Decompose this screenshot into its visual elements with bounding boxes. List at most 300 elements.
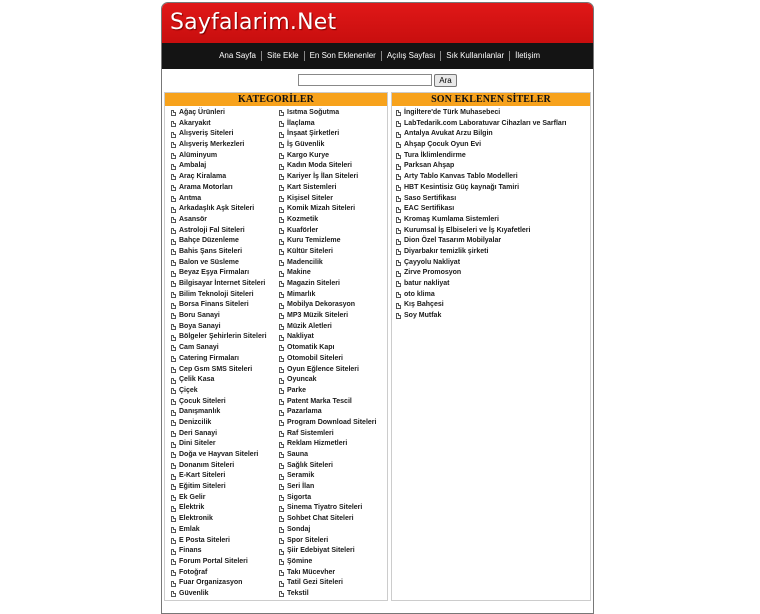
nav-link[interactable]: Ana Sayfa <box>219 51 256 60</box>
page-icon <box>171 527 176 533</box>
category-link-label[interactable]: Astroloji Fal Siteleri <box>179 226 245 234</box>
category-link[interactable] <box>171 429 279 440</box>
nav-link[interactable]: En Son Eklenenler <box>304 51 381 61</box>
category-link[interactable] <box>171 108 279 119</box>
recent-site-link-label[interactable]: Parksan Ahşap <box>404 162 455 170</box>
nav-link[interactable]: Açılış Sayfası <box>381 51 440 61</box>
page-icon <box>396 110 401 116</box>
category-link[interactable] <box>171 172 279 183</box>
category-link[interactable] <box>279 503 387 514</box>
category-link[interactable] <box>279 375 387 386</box>
category-link-label[interactable]: Raf Sistemleri <box>287 429 334 437</box>
recent-site-link[interactable] <box>396 140 590 151</box>
category-link[interactable] <box>171 471 279 482</box>
category-link-label[interactable]: Makine <box>287 269 311 277</box>
category-link-label[interactable]: Reklam Hizmetleri <box>287 440 348 448</box>
category-link-label[interactable]: Donanım Siteleri <box>179 461 235 469</box>
page-icon <box>396 121 401 127</box>
category-link-label[interactable]: Arıtma <box>179 194 202 202</box>
category-link-label[interactable]: Seri İlan <box>287 483 315 491</box>
page-icon <box>171 260 176 266</box>
category-link[interactable] <box>171 386 279 397</box>
category-link-label[interactable]: Beyaz Eşya Firmaları <box>179 269 250 277</box>
category-link-label[interactable]: Deri Sanayi <box>179 429 218 437</box>
category-link-label[interactable]: İş Güvenlik <box>287 141 325 149</box>
page-icon <box>396 132 401 138</box>
category-link[interactable] <box>279 226 387 237</box>
category-link-label[interactable]: Fotoğraf <box>179 568 208 576</box>
category-link-label[interactable]: Kuaförler <box>287 226 319 234</box>
category-link[interactable] <box>279 386 387 397</box>
page-icon <box>171 591 176 597</box>
page-icon <box>279 388 284 394</box>
category-link-label[interactable]: Magazin Siteleri <box>287 280 340 287</box>
category-link-label[interactable]: Sağlık Siteleri <box>287 461 333 469</box>
page-icon <box>279 591 284 597</box>
category-link[interactable] <box>279 183 387 194</box>
category-link[interactable] <box>279 140 387 151</box>
category-link[interactable] <box>171 365 279 376</box>
recent-site-link-label[interactable]: Diyarbakır temizlik şirketi <box>404 247 489 255</box>
page-icon <box>279 345 284 351</box>
category-link[interactable] <box>171 279 279 290</box>
category-link-label[interactable]: Mimarlık <box>287 290 316 298</box>
recent-site-link-label[interactable]: Soy Mutfak <box>404 312 442 320</box>
category-link[interactable] <box>171 140 279 151</box>
page-icon <box>279 367 284 373</box>
category-link[interactable] <box>171 322 279 333</box>
category-link-label[interactable]: Oyuncak <box>287 376 317 384</box>
category-link[interactable] <box>171 557 279 568</box>
recent-site-link-label[interactable]: batur nakliyat <box>404 280 450 287</box>
recent-site-link-label[interactable]: Dion Özel Tasarım Mobilyalar <box>404 237 502 245</box>
recent-site-link-label[interactable]: Çayyolu Nakliyat <box>404 258 461 266</box>
recent-site-link-label[interactable]: İngiltere'de Türk Muhasebeci <box>404 109 501 116</box>
category-link-label[interactable]: Dini Siteler <box>179 440 216 448</box>
category-link[interactable] <box>171 151 279 162</box>
category-link[interactable] <box>279 119 387 130</box>
category-link-label[interactable]: E Posta Siteleri <box>179 536 230 544</box>
category-link-label[interactable]: Patent Marka Tescil <box>287 397 352 405</box>
category-link[interactable] <box>279 525 387 536</box>
category-link-label[interactable]: Müzik Aletleri <box>287 322 332 330</box>
category-link-label[interactable]: Sohbet Chat Siteleri <box>287 515 354 523</box>
category-link[interactable] <box>171 482 279 493</box>
page-icon <box>171 281 176 287</box>
category-link[interactable] <box>279 151 387 162</box>
category-link-label[interactable]: Akaryakıt <box>179 119 211 127</box>
category-link-label[interactable]: Tatil Gezi Siteleri <box>287 579 343 587</box>
recent-site-link-label[interactable]: Antalya Avukat Arzu Bilgin <box>404 130 493 138</box>
page-icon <box>171 217 176 223</box>
category-link[interactable] <box>171 311 279 322</box>
page-icon <box>279 174 284 180</box>
recent-site-link[interactable] <box>396 258 590 269</box>
category-link[interactable] <box>171 407 279 418</box>
recent-site-link[interactable] <box>396 172 590 183</box>
category-link[interactable] <box>171 215 279 226</box>
category-link[interactable] <box>279 215 387 226</box>
category-link[interactable] <box>171 129 279 140</box>
page-icon <box>171 516 176 522</box>
category-link-label[interactable]: Tekstil <box>287 589 309 597</box>
page-icon <box>279 196 284 202</box>
page-icon <box>279 153 284 159</box>
recent-site-link[interactable] <box>396 247 590 258</box>
category-link-label[interactable]: Denizcilik <box>179 418 212 426</box>
category-link-label[interactable]: Kariyer İş İlan Siteleri <box>287 173 359 181</box>
page-icon <box>396 196 401 202</box>
category-link[interactable] <box>279 461 387 472</box>
category-link-label[interactable]: Balon ve Süsleme <box>179 258 239 266</box>
category-link[interactable] <box>171 578 279 589</box>
category-link[interactable] <box>171 493 279 504</box>
category-link[interactable] <box>279 172 387 183</box>
page-icon <box>279 495 284 501</box>
category-link[interactable] <box>279 397 387 408</box>
page-icon <box>279 516 284 522</box>
category-link[interactable] <box>171 161 279 172</box>
category-link-label[interactable]: Sinema Tiyatro Siteleri <box>287 504 363 512</box>
page-icon <box>171 228 176 234</box>
category-link[interactable] <box>279 418 387 429</box>
category-link-label[interactable]: Takı Mücevher <box>287 568 336 576</box>
search-button[interactable]: Ara <box>434 74 456 87</box>
category-link[interactable] <box>171 503 279 514</box>
category-link[interactable] <box>279 429 387 440</box>
recent-site-link[interactable] <box>396 311 590 322</box>
page-icon <box>171 463 176 469</box>
category-link[interactable] <box>279 589 387 600</box>
category-link[interactable] <box>171 589 279 600</box>
category-link[interactable] <box>279 354 387 365</box>
category-link-label[interactable]: Cam Sanayi <box>179 344 219 352</box>
category-link-label[interactable]: Kozmetik <box>287 215 319 223</box>
recent-site-link-label[interactable]: Kış Bahçesi <box>404 301 444 309</box>
category-link[interactable] <box>171 354 279 365</box>
recent-site-link-label[interactable]: EAC Sertifikası <box>404 205 455 213</box>
category-link-label[interactable]: Komik Mizah Siteleri <box>287 205 356 213</box>
category-link-label[interactable]: Nakliyat <box>287 333 314 341</box>
category-link-label[interactable]: Alışveriş Merkezleri <box>179 141 245 149</box>
category-link[interactable] <box>279 482 387 493</box>
recent-site-link[interactable] <box>396 290 590 301</box>
category-link-label[interactable]: MP3 Müzik Siteleri <box>287 312 349 320</box>
page-icon <box>171 452 176 458</box>
category-link-label[interactable]: Sauna <box>287 451 309 458</box>
category-link[interactable] <box>279 343 387 354</box>
category-link-label[interactable]: Çelik Kasa <box>179 376 215 384</box>
page-icon <box>171 538 176 544</box>
category-link[interactable] <box>171 450 279 461</box>
category-link-label[interactable]: Kişisel Siteler <box>287 194 333 202</box>
recent-site-link-label[interactable]: LabTedarik.com Laboratuvar Cihazları ve Sarfları <box>404 119 567 127</box>
recent-site-link[interactable] <box>396 236 590 247</box>
page-icon <box>279 378 284 384</box>
category-link-label[interactable]: Ağaç Ürünleri <box>179 109 225 116</box>
page-icon <box>171 581 176 587</box>
recent-site-link-label[interactable]: Saso Sertifikası <box>404 194 457 202</box>
main-nav <box>162 43 593 69</box>
category-link-label[interactable]: Otomatik Kapı <box>287 344 335 352</box>
category-link[interactable] <box>279 514 387 525</box>
category-link[interactable] <box>171 332 279 343</box>
category-link-label[interactable]: Isıtma Soğutma <box>287 109 340 116</box>
category-link-label[interactable]: Sondaj <box>287 525 311 533</box>
category-link[interactable] <box>171 397 279 408</box>
page-icon <box>171 506 176 512</box>
page-icon <box>171 324 176 330</box>
recent-site-link[interactable] <box>396 119 590 130</box>
page-icon <box>279 132 284 138</box>
nav-link[interactable]: Sık Kullanılanlar <box>440 51 509 61</box>
category-link-label[interactable]: Borsa Finans Siteleri <box>179 301 249 309</box>
category-link[interactable] <box>171 525 279 536</box>
category-link[interactable] <box>171 418 279 429</box>
category-link-label[interactable]: Madencilik <box>287 258 323 266</box>
page-icon <box>171 110 176 116</box>
category-link[interactable] <box>171 461 279 472</box>
category-link-label[interactable]: Cep Gsm SMS Siteleri <box>179 365 253 373</box>
recent-site-link-label[interactable]: oto klima <box>404 290 435 298</box>
category-link[interactable] <box>171 226 279 237</box>
category-link-label[interactable]: Program Download Siteleri <box>287 418 377 426</box>
category-link-label[interactable]: Kuru Temizleme <box>287 237 341 245</box>
category-link[interactable] <box>279 332 387 343</box>
category-link[interactable] <box>171 268 279 279</box>
page-icon <box>171 484 176 490</box>
category-link[interactable] <box>279 129 387 140</box>
recent-site-link[interactable] <box>396 194 590 205</box>
page-icon <box>171 388 176 394</box>
category-link[interactable] <box>171 536 279 547</box>
recent-sites-list <box>392 106 590 322</box>
category-link-label[interactable]: Sigorta <box>287 493 312 501</box>
page-icon <box>279 281 284 287</box>
category-link-label[interactable]: Kargo Kurye <box>287 151 330 159</box>
category-link-label[interactable]: Şiir Edebiyat Siteleri <box>287 547 355 555</box>
category-link[interactable] <box>279 407 387 418</box>
category-link-label[interactable]: Emlak <box>179 525 200 533</box>
category-link-label[interactable]: Kültür Siteleri <box>287 247 333 255</box>
category-link-label[interactable]: Kadın Moda Siteleri <box>287 162 352 170</box>
category-link[interactable] <box>171 375 279 386</box>
category-link-label[interactable]: Pazarlama <box>287 408 322 416</box>
recent-site-link-label[interactable]: Arty Tablo Kanvas Tablo Modelleri <box>404 173 518 181</box>
category-link-label[interactable]: Şömine <box>287 557 313 565</box>
category-link[interactable] <box>171 300 279 311</box>
category-link[interactable] <box>171 343 279 354</box>
category-link-label[interactable]: Oyun Eğlence Siteleri <box>287 365 359 373</box>
category-link[interactable] <box>171 119 279 130</box>
site-logo[interactable]: Sayfalarim.Net <box>170 10 337 35</box>
recent-site-link[interactable] <box>396 204 590 215</box>
page-icon <box>396 153 401 159</box>
category-link[interactable] <box>279 471 387 482</box>
category-link-label[interactable]: Bilgisayar İnternet Siteleri <box>179 280 266 287</box>
nav-link[interactable]: İletişim <box>509 51 545 61</box>
page-icon <box>279 228 284 234</box>
recent-site-link[interactable] <box>396 129 590 140</box>
page-icon <box>279 121 284 127</box>
category-link[interactable] <box>279 557 387 568</box>
category-link[interactable] <box>171 568 279 579</box>
category-link-label[interactable]: Bahçe Düzenleme <box>179 237 239 245</box>
category-link-label[interactable]: Alışveriş Siteleri <box>179 130 234 138</box>
category-link-label[interactable]: İlaçlama <box>287 119 315 127</box>
category-link[interactable] <box>279 568 387 579</box>
recent-site-link[interactable] <box>396 300 590 311</box>
category-link-label[interactable]: Boru Sanayi <box>179 312 220 320</box>
category-link[interactable] <box>279 546 387 557</box>
category-link[interactable] <box>171 194 279 205</box>
page-icon <box>171 292 176 298</box>
category-link[interactable] <box>279 268 387 279</box>
category-link-label[interactable]: Otomobil Siteleri <box>287 354 344 362</box>
category-link-label[interactable]: Bilim Teknoloji Siteleri <box>179 290 254 298</box>
page-icon <box>279 442 284 448</box>
category-link[interactable] <box>171 236 279 247</box>
category-link[interactable] <box>171 290 279 301</box>
category-link[interactable] <box>279 258 387 269</box>
category-link[interactable] <box>171 439 279 450</box>
page-icon <box>171 153 176 159</box>
category-link[interactable] <box>279 161 387 172</box>
category-link[interactable] <box>279 300 387 311</box>
category-link-label[interactable]: Alüminyum <box>179 151 218 159</box>
category-link-label[interactable]: İnşaat Şirketleri <box>287 130 340 138</box>
category-link-label[interactable]: Bölgeler Şehirlerin Siteleri <box>179 333 267 341</box>
category-link-label[interactable]: Boya Sanayi <box>179 322 221 330</box>
recent-site-link[interactable] <box>396 268 590 279</box>
category-link[interactable] <box>279 108 387 119</box>
category-link[interactable] <box>171 258 279 269</box>
page-icon <box>171 185 176 191</box>
category-link-label[interactable]: Parke <box>287 386 307 394</box>
category-link[interactable] <box>279 247 387 258</box>
category-link-label[interactable]: Güvenlik <box>179 589 209 597</box>
category-link-label[interactable]: Catering Firmaları <box>179 354 239 362</box>
page-icon <box>171 335 176 341</box>
category-link-label[interactable]: Asansör <box>179 215 208 223</box>
category-link-label[interactable]: Araç Kiralama <box>179 173 227 181</box>
category-link-label[interactable]: Bahis Şans Siteleri <box>179 247 243 255</box>
category-link[interactable] <box>279 236 387 247</box>
recent-site-link[interactable] <box>396 161 590 172</box>
category-link-label[interactable]: Spor Siteleri <box>287 536 329 544</box>
page-icon <box>171 474 176 480</box>
category-link-label[interactable]: Kart Sistemleri <box>287 183 337 191</box>
recent-site-link[interactable] <box>396 108 590 119</box>
category-link[interactable] <box>171 546 279 557</box>
page-icon <box>279 399 284 405</box>
category-link[interactable] <box>279 365 387 376</box>
category-link[interactable] <box>171 183 279 194</box>
category-link-label[interactable]: Danışmanlık <box>179 408 221 416</box>
recent-site-link-label[interactable]: Tura İklimlendirme <box>404 151 466 159</box>
category-link[interactable] <box>279 290 387 301</box>
category-link-label[interactable]: Ambalaj <box>179 162 207 170</box>
search-input[interactable] <box>298 74 432 86</box>
category-link[interactable] <box>279 450 387 461</box>
category-link[interactable] <box>279 578 387 589</box>
recent-site-link-label[interactable]: Ahşap Çocuk Oyun Evi <box>404 141 482 149</box>
category-link-label[interactable]: Arama Motorları <box>179 183 233 191</box>
category-link[interactable] <box>171 204 279 215</box>
category-link-label[interactable]: Çocuk Siteleri <box>179 397 226 405</box>
page-icon <box>396 185 401 191</box>
category-link[interactable] <box>171 514 279 525</box>
page-icon <box>396 142 401 148</box>
category-link[interactable] <box>279 311 387 322</box>
category-link[interactable] <box>279 536 387 547</box>
recent-sites-panel <box>391 92 591 601</box>
page-icon <box>279 549 284 555</box>
page-icon <box>171 303 176 309</box>
category-link[interactable] <box>171 247 279 258</box>
page-icon <box>171 345 176 351</box>
category-link-label[interactable]: Eğitim Siteleri <box>179 483 226 491</box>
category-link-label[interactable]: Doğa ve Hayvan Siteleri <box>179 451 259 458</box>
page-icon <box>171 313 176 319</box>
page-icon <box>279 142 284 148</box>
page-icon <box>279 260 284 266</box>
category-link[interactable] <box>279 279 387 290</box>
page-icon <box>279 538 284 544</box>
page-icon <box>396 164 401 170</box>
category-link-label[interactable]: Seramik <box>287 472 315 480</box>
page-icon <box>171 549 176 555</box>
page-icon <box>396 260 401 266</box>
category-link-label[interactable]: Finans <box>179 547 202 555</box>
nav-link[interactable]: Site Ekle <box>261 51 304 61</box>
category-link-label[interactable]: Mobilya Dekorasyon <box>287 301 356 309</box>
category-link-label[interactable]: Forum Portal Siteleri <box>179 557 248 565</box>
page-icon <box>396 249 401 255</box>
page-icon <box>171 410 176 416</box>
recent-site-link[interactable] <box>396 215 590 226</box>
category-link-label[interactable]: E-Kart Siteleri <box>179 472 226 480</box>
category-link[interactable] <box>279 439 387 450</box>
recent-site-link-label[interactable]: Zirve Promosyon <box>404 269 462 277</box>
page-icon <box>279 164 284 170</box>
recent-site-link[interactable] <box>396 226 590 237</box>
category-link-label[interactable]: Elektronik <box>179 515 213 523</box>
page-icon <box>279 303 284 309</box>
recent-site-link-label[interactable]: Kurumsal İş Elbiseleri ve İş Kıyafetleri <box>404 226 531 234</box>
category-link[interactable] <box>279 322 387 333</box>
category-link-label[interactable]: Arkadaşlık Aşk Siteleri <box>179 205 255 213</box>
page-icon <box>279 249 284 255</box>
recent-site-link-label[interactable]: HBT Kesintisiz Güç kaynağı Tamiri <box>404 183 520 191</box>
category-link[interactable] <box>279 194 387 205</box>
category-link[interactable] <box>279 204 387 215</box>
category-link-label[interactable]: Ek Gelir <box>179 493 206 501</box>
category-link-label[interactable]: Fuar Organizasyon <box>179 579 243 587</box>
category-link-label[interactable]: Elektrik <box>179 504 205 512</box>
content-panels <box>162 92 593 601</box>
recent-site-link[interactable] <box>396 151 590 162</box>
recent-site-link[interactable] <box>396 183 590 194</box>
category-link-label[interactable]: Çiçek <box>179 386 198 394</box>
page-icon <box>171 431 176 437</box>
recent-site-link[interactable] <box>396 279 590 290</box>
recent-site-link-label[interactable]: Kromaş Kumlama Sistemleri <box>404 215 499 223</box>
page-icon <box>279 410 284 416</box>
category-link[interactable] <box>279 493 387 504</box>
categories-panel <box>164 92 388 601</box>
page-icon <box>396 207 401 213</box>
